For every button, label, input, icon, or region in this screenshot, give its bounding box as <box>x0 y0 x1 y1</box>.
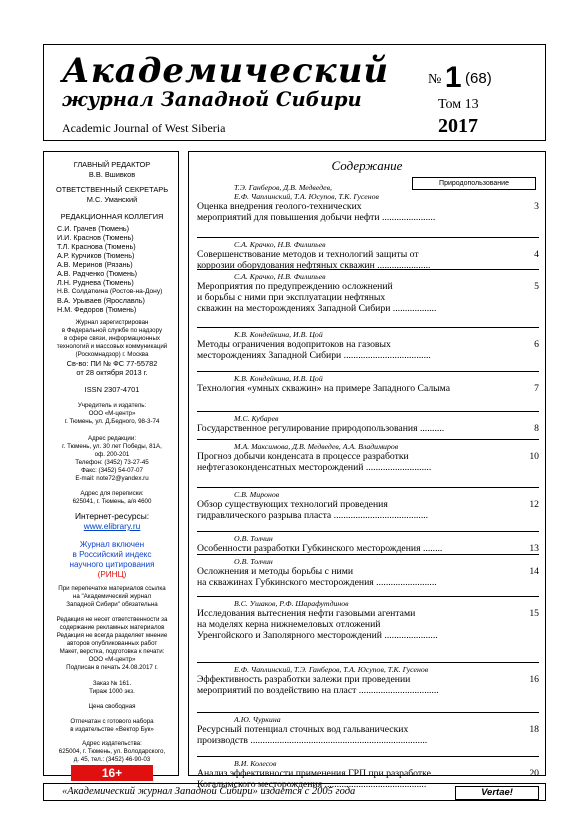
table-of-contents <box>188 151 546 790</box>
board-member: Т.Л. Краснова (Тюмень) <box>57 242 136 251</box>
board-member: Н.В. Солдаткина (Ростов-на-Дону) <box>57 288 163 295</box>
order-line: Тираж 1000 экз. <box>89 688 135 695</box>
entry-title: Совершенствование методов и технологий защиты от коррозии оборудования нефтяных скважин ...................... <box>197 249 431 271</box>
publisher-address-line: Адрес издательства: <box>82 740 142 747</box>
entry-divider <box>197 756 539 757</box>
entry-title: Технология «умных скважин» на примере Западного Салыма <box>197 383 451 394</box>
contents-entry[interactable] <box>197 330 539 361</box>
founder-line: Учредитель и издатель: <box>77 402 147 409</box>
chief-editor-heading: ГЛАВНЫЙ РЕДАКТОР <box>73 160 151 169</box>
entry-authors: С.А. Крачко, Н.В. Филипьев <box>234 272 326 281</box>
registration-line: в сфере связи, информационных <box>64 335 160 342</box>
board-member: А.В. Меринов (Рязань) <box>57 260 133 269</box>
reprint-line: При перепечатке материалов ссылка <box>58 585 166 592</box>
editorial-sidebar <box>43 151 179 780</box>
office-line: Факс: (3452) 54-07-07 <box>81 467 143 474</box>
entry-article[interactable] <box>197 499 539 521</box>
volume-label: Том 13 <box>438 97 479 112</box>
entry-title: Государственное регулирование природопользования .......... <box>197 423 445 434</box>
entry-divider <box>197 371 539 372</box>
entry-divider <box>197 269 539 270</box>
entry-divider <box>197 531 539 532</box>
entry-title: Мероприятия по предупреждению осложнений и борьбы с ними при эксплуатации нефтяных скважин на месторождениях Западной Сибири .................. <box>197 281 437 314</box>
entry-authors: Е.Ф. Чаплинский, Т.Э. Ганберов, Т.А. Юсупов, Т.К. Гусенов <box>234 665 429 674</box>
office-line: Адрес редакции: <box>87 435 137 442</box>
publisher-address-line: 625004, г. Тюмень, ул. Володарского, <box>58 748 166 755</box>
entry-authors: К.В. Кондейкина, И.В. Цой <box>234 374 323 383</box>
chief-editor-name: В.В. Вшивков <box>88 170 136 179</box>
entry-authors: М.А. Максимова, Д.В. Медведев, А.А. Владимиров <box>234 442 399 451</box>
entry-divider <box>197 554 539 555</box>
board-member: И.И. Краснов (Тюмень) <box>57 233 134 242</box>
vertae-button[interactable]: Vertae! <box>455 786 539 800</box>
entry-article[interactable] <box>197 674 539 696</box>
elibrary-link-text[interactable]: www.elibrary.ru <box>83 521 141 531</box>
certificate-date: от 28 октября 2013 г. <box>76 368 148 377</box>
entry-article[interactable] <box>197 249 539 271</box>
entry-authors: О.В. Толчин <box>234 557 273 566</box>
entry-authors: М.С. Кубарев <box>234 414 279 423</box>
board-member: Л.Н. Руднева (Тюмень) <box>57 278 134 287</box>
entry-page-number: 4 <box>534 249 539 260</box>
issue-total: (68) <box>465 70 492 87</box>
issn: ISSN 2307-4701 <box>84 385 140 394</box>
entry-article[interactable] <box>197 451 539 473</box>
secretary-heading: ОТВЕТСТВЕННЫЙ СЕКРЕТАРЬ <box>55 185 169 194</box>
entry-authors: В.И. Колесов <box>234 759 277 768</box>
entry-title: Анализ эффективности применения ГРП при разработке Когалымского месторождения .......................................... <box>197 768 431 790</box>
entry-page-number: 16 <box>529 674 539 685</box>
contents-entry[interactable] <box>197 599 539 641</box>
registration-line: в Федеральной службе по надзору <box>61 327 163 334</box>
entry-page-number: 12 <box>529 499 539 510</box>
entry-page-number: 8 <box>534 423 539 434</box>
entry-title: Методы ограничения водопритоков на газовых месторождениях Западной Сибири .................................... <box>197 339 431 361</box>
contents-entry[interactable] <box>197 557 539 588</box>
disclaimer-line: Редакция не всегда разделяет мнение <box>56 632 168 639</box>
board-member: В.А. Урываев (Ярославль) <box>57 296 145 305</box>
printed-line: в издательстве «Вектор Бук» <box>70 726 154 733</box>
contents-entry[interactable] <box>197 414 539 434</box>
entry-title: Исследования вытеснения нефти газовыми агентами на моделях керна нижнемеловых отложений Уренгойского и Заполярного месторождений ...................... <box>197 608 438 641</box>
entry-page-number: 18 <box>529 724 539 735</box>
entry-divider <box>197 237 539 238</box>
secretary-name: М.С. Уманский <box>86 195 138 204</box>
journal-title-english: Academic Journal of West Siberia <box>62 121 226 135</box>
entry-title: Ресурсный потенциал сточных вод гальванических производств ......................................................................... <box>197 724 428 746</box>
entry-title: Прогноз добычи конденсата в процессе разработки нефтегазоконденсатных месторождений ........................... <box>197 451 432 473</box>
contents-entry[interactable] <box>197 272 539 314</box>
entry-page-number: 10 <box>529 451 539 462</box>
entry-divider <box>197 439 539 440</box>
contents-entry[interactable] <box>197 442 539 473</box>
entry-divider <box>197 596 539 597</box>
registration-line: технологий и массовых коммуникаций <box>56 343 168 350</box>
office-line: Телефон: (3452) 73-27-45 <box>75 459 149 466</box>
footer-text: «Академический журнал Западной Сибири» издается с 2005 года <box>62 786 356 797</box>
rinc-line: Журнал включен <box>79 540 145 549</box>
entry-page-number: 13 <box>529 543 539 554</box>
contents-entry[interactable] <box>197 240 539 271</box>
entry-page-number: 14 <box>529 566 539 577</box>
board-member: А.В. Радченко (Тюмень) <box>57 269 138 278</box>
disclaimer-line: Макет, верстка, подготовка к печати: <box>59 648 165 655</box>
registration-line: (Роскомнадзор) г. Москва <box>75 351 149 358</box>
office-line: оф. 200-201 <box>94 451 130 458</box>
rinc-line: в Российский индекс <box>72 550 152 559</box>
board-heading: РЕДАКЦИОННАЯ КОЛЛЕГИЯ <box>60 212 164 221</box>
entry-article[interactable] <box>197 724 539 746</box>
internet-heading: Интернет-ресурсы: <box>74 511 150 521</box>
entry-page-number: 5 <box>534 281 539 292</box>
rinc-line: научного цитирования <box>69 560 155 569</box>
reprint-line: Западной Сибири" обязательна <box>66 601 158 608</box>
entry-page-number: 6 <box>534 339 539 350</box>
entry-article[interactable] <box>197 281 539 314</box>
entry-article[interactable] <box>197 383 539 394</box>
entry-article[interactable] <box>197 201 539 223</box>
registration-line: Журнал зарегистрирован <box>75 319 149 326</box>
entry-divider <box>197 712 539 713</box>
journal-title-line1: Академический <box>62 51 390 91</box>
entry-title: Эффективность разработки залежи при проведении мероприятий по воздействию на пласт ................................. <box>197 674 439 696</box>
entry-article[interactable] <box>197 423 539 434</box>
entry-title: Осложнения и методы борьбы с ними на скважинах Губкинского месторождения ......................... <box>197 566 437 588</box>
issue-sign: № <box>428 72 442 87</box>
contents-entry[interactable] <box>197 183 539 223</box>
disclaimer-line: ООО «М-центр» <box>88 656 136 663</box>
entry-page-number: 15 <box>529 608 539 619</box>
entry-authors: О.В. Толчин <box>234 534 273 543</box>
entry-article[interactable] <box>197 566 539 588</box>
age-rating-badge: 16+ <box>71 765 153 781</box>
contents-heading: Содержание <box>331 158 403 173</box>
contents-entry[interactable] <box>197 665 539 696</box>
contents-entry[interactable] <box>197 490 539 521</box>
founder-line: г. Тюмень, ул. Д.Бедного, 98-3-74 <box>64 418 160 425</box>
entry-article[interactable] <box>197 339 539 361</box>
board-member: Н.М. Федоров (Тюмень) <box>57 305 137 314</box>
founder-line: ООО «М-центр» <box>88 410 136 417</box>
elibrary-link[interactable] <box>44 522 180 531</box>
office-email: E-mail: note72@yandex.ru <box>75 475 149 482</box>
entry-title: Обзор существующих технологий проведения гидравлического разрыва пласта ....................................... <box>197 499 429 521</box>
certificate-number: Св-во: ПИ № ФС 77-55782 <box>66 359 158 368</box>
entry-page-number: 20 <box>529 768 539 779</box>
reprint-line: на "Академический журнал <box>72 593 152 600</box>
contents-entry[interactable] <box>197 374 539 394</box>
disclaimer-line: содержание рекламных материалов <box>59 624 165 631</box>
entry-authors: Т.Э. Ганберов, Д.В. Медведев, Е.Ф. Чаплинский, Т.А. Юсупов, Т.К. Гусенов <box>234 183 379 201</box>
publisher-address-line: д. 45, тел.: (3452) 46-90-03 <box>73 756 151 763</box>
year-label: 2017 <box>438 115 478 137</box>
entry-page-number: 3 <box>534 201 539 212</box>
board-member: С.И. Грачев (Тюмень) <box>57 224 130 233</box>
contents-entry[interactable] <box>197 715 539 746</box>
issue-number: 1 <box>444 61 462 94</box>
entry-title: Оценка внедрения геолого-технических мероприятий для повышения добычи нефти ...................... <box>197 201 436 223</box>
correspondence-line: 625041, г. Тюмень, а/я 4600 <box>72 498 152 505</box>
journal-footer <box>43 783 546 801</box>
entry-authors: С.А. Крачко, Н.В. Филипьев <box>234 240 326 249</box>
entry-divider <box>197 327 539 328</box>
section-tag: Природопользование <box>412 177 536 190</box>
office-line: г. Тюмень, ул. 30 лет Победы, 81А, <box>62 443 162 450</box>
entry-authors: К.В. Кондейкина, И.В. Цой <box>234 330 323 339</box>
entry-article[interactable] <box>197 608 539 641</box>
entry-divider <box>197 487 539 488</box>
journal-header <box>43 44 546 141</box>
entry-authors: В.С. Ушаков, Р.Ф. Шарафутдинов <box>234 599 349 608</box>
order-line: Заказ № 161. <box>92 680 132 687</box>
board-member: А.Р. Курчиков (Тюмень) <box>57 251 135 260</box>
rinc-abbr: (РИНЦ) <box>97 570 127 579</box>
entry-authors: С.В. Миронов <box>234 490 280 499</box>
price-line: Цена свободная <box>88 703 136 710</box>
entry-article[interactable] <box>197 543 539 554</box>
entry-title: Особенности разработки Губкинского месторождения ........ <box>197 543 443 554</box>
entry-authors: А.Ю. Чуркина <box>234 715 281 724</box>
entry-divider <box>197 411 539 412</box>
disclaimer-line: авторов опубликованных работ <box>66 640 158 647</box>
contents-entry[interactable] <box>197 534 539 554</box>
journal-title-line2: журнал Западной Сибири <box>62 88 362 111</box>
disclaimer-line: Подписан в печать 24.08.2017 г. <box>66 664 158 671</box>
entry-page-number: 7 <box>534 383 539 394</box>
printed-line: Отпечатан с готового набора <box>70 718 154 725</box>
issue-number-block <box>428 61 492 95</box>
entry-divider <box>197 662 539 663</box>
disclaimer-line: Редакция не несет ответственности за <box>56 616 168 623</box>
correspondence-line: Адрес для переписки: <box>80 490 144 497</box>
